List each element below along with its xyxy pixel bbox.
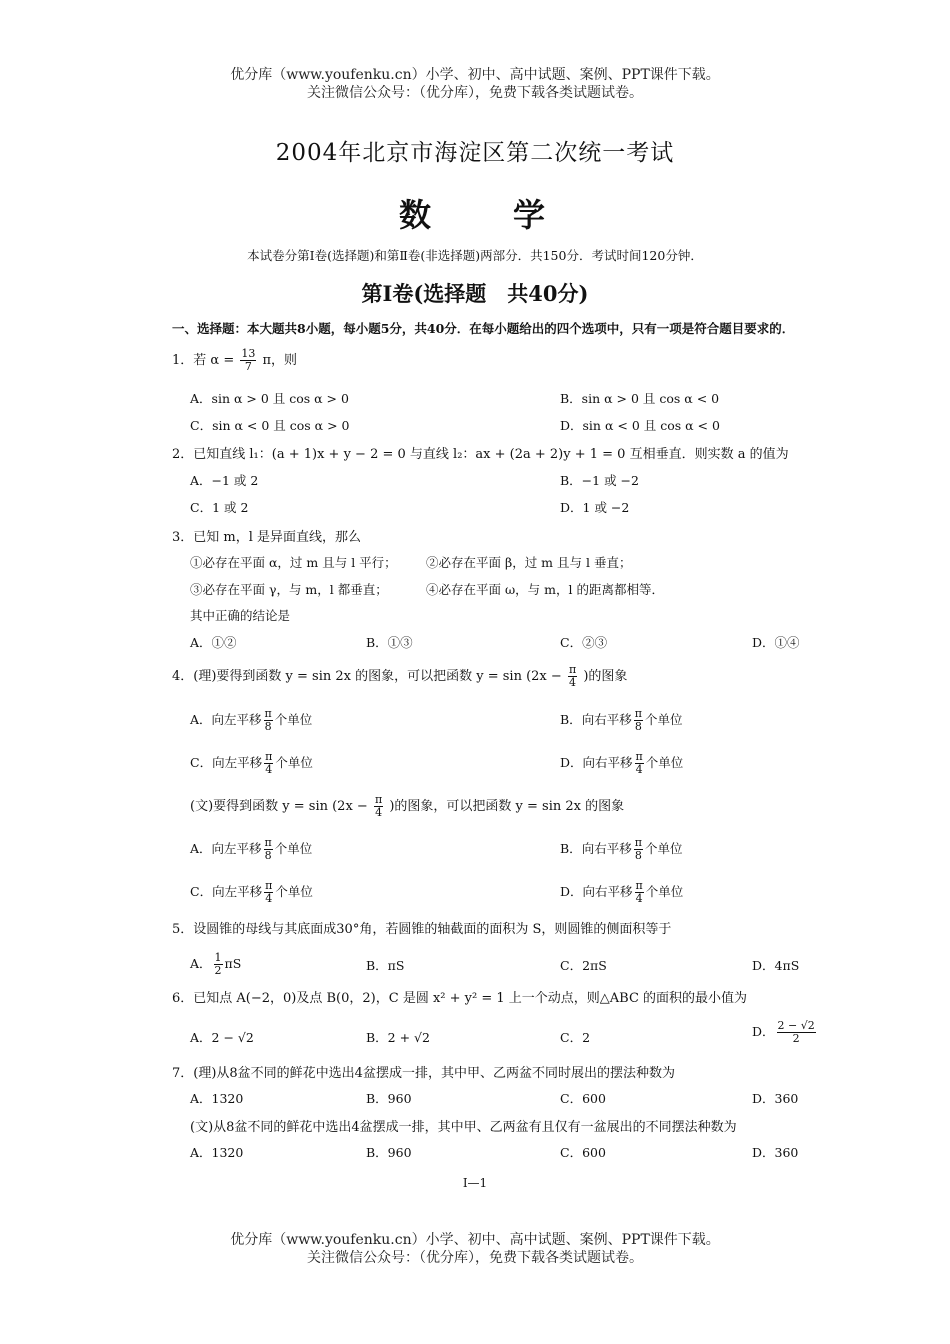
q7-wen-option-c: C．600: [560, 1145, 606, 1160]
q4-wen-option-a: [190, 837, 312, 862]
q1-option-d: D．sin α < 0 且 cos α < 0: [560, 418, 720, 433]
q7-li-option-a: A．1320: [190, 1091, 244, 1106]
q2-option-b: B．−1 或 −2: [560, 473, 639, 488]
q3-stem: 3．已知 m，l 是异面直线，那么: [172, 530, 362, 545]
frac-num: 2 − √2: [777, 1019, 815, 1032]
frac-num: π: [265, 879, 273, 892]
part-heading: 第Ⅰ卷(选择题 共40分): [361, 281, 589, 306]
q7-li-option-b: B．960: [366, 1091, 412, 1106]
q5-option-a: [190, 952, 241, 977]
option-letter: B．: [560, 841, 582, 856]
q3-statement-3: ③必存在平面 γ，与 m，l 都垂直；: [190, 582, 388, 597]
q6-option-c: C．2: [560, 1030, 591, 1045]
q5-stem: 5．设圆锥的母线与其底面成30°角，若圆锥的轴截面的面积为 S，则圆锥的侧面积等于: [172, 922, 672, 937]
option-letter: A．: [190, 841, 212, 856]
option-letter: C．: [190, 884, 213, 899]
q4-li-option-c: [190, 751, 313, 776]
option-direction: 向右平移: [582, 884, 633, 899]
q5-option-b: B．πS: [366, 958, 405, 973]
q3-conclusion: 其中正确的结论是: [190, 608, 291, 623]
option-letter: D．: [560, 755, 583, 770]
q4-wen-stem: [190, 794, 624, 819]
frac-den: 2: [214, 964, 222, 977]
frac-num: π: [635, 750, 643, 763]
q4-li-stem-a: 4．(理)要得到函数 y = sin 2x 的图象，可以把函数 y = sin (2x −: [172, 669, 562, 684]
q6-option-b: B．2 + √2: [366, 1030, 430, 1045]
q7-wen-option-b: B．960: [366, 1145, 412, 1160]
option-fraction: [634, 708, 643, 733]
q4-wen-option-d: [560, 880, 683, 905]
q1-option-a: A．sin α > 0 且 cos α > 0: [190, 391, 349, 406]
option-letter: A．: [190, 712, 212, 727]
option-letter: C．: [190, 755, 213, 770]
q6-stem: 6．已知点 A(−2，0)及点 B(0，2)，C 是圆 x² + y² = 1 上一个动点，则△ABC 的面积的最小值为: [172, 991, 748, 1006]
q3-statement-1: ①必存在平面 α，过 m 且与 l 平行；: [190, 555, 397, 570]
q4-wen-option-c: [190, 880, 313, 905]
option-unit: 个单位: [275, 755, 313, 770]
frac-den: 4: [569, 676, 577, 689]
frac-num: 1: [214, 951, 222, 964]
q3-statement-4: ④必存在平面 ω，与 m，l 的距离都相等．: [426, 582, 664, 597]
section-heading: 一、选择题：本大题共8小题，每小题5分，共40分．在每小题给出的四个选项中，只有一项是符合题目要求的．: [172, 321, 795, 336]
frac-den: 8: [264, 720, 272, 733]
page-number: Ⅰ—1: [462, 1176, 488, 1190]
q2-option-d: D．1 或 −2: [560, 500, 630, 515]
frac-den: 4: [265, 892, 273, 905]
option-direction: 向左平移: [212, 755, 263, 770]
option-letter: B．: [560, 712, 582, 727]
option-text: πS: [224, 956, 242, 971]
q4-li-option-b: [560, 708, 682, 733]
option-fraction: [777, 1020, 816, 1045]
option-direction: 向左平移: [211, 841, 262, 856]
frac-num: π: [634, 707, 642, 720]
frac-den: 4: [635, 892, 643, 905]
q4-wen-stem-b: )的图象，可以把函数 y = sin 2x 的图象: [389, 799, 625, 814]
subject-title: 数 学: [398, 196, 551, 234]
option-direction: 向右平移: [581, 712, 632, 727]
frac-num: π: [264, 707, 272, 720]
option-unit: 个单位: [645, 884, 684, 899]
q4-wen-stem-a: (文)要得到函数 y = sin (2x −: [190, 799, 368, 814]
frac-den: 8: [634, 849, 642, 862]
option-direction: 向右平移: [581, 841, 632, 856]
q3-option-a: A．①②: [190, 635, 237, 650]
q3-option-b: B．①③: [366, 635, 413, 650]
frac-num: π: [374, 793, 383, 806]
q4-li-stem: [172, 664, 627, 689]
q2-option-c: C．1 或 2: [190, 500, 249, 515]
banner-bottom-line2: 关注微信公众号：（优分库），免费下载各类试题试卷。: [307, 1250, 643, 1266]
q7-li-option-d: D．360: [752, 1091, 799, 1106]
option-unit: 个单位: [644, 841, 683, 856]
frac-num: π: [635, 879, 643, 892]
option-unit: 个单位: [275, 884, 313, 899]
banner-top-line1: 优分库（www.youfenku.cn）小学、初中、高中试题、案例、PPT课件下载。: [230, 67, 720, 83]
q5-option-c: C．2πS: [560, 958, 607, 973]
q1-fraction: [240, 348, 256, 373]
q4-wen-option-b: [560, 837, 682, 862]
option-unit: 个单位: [274, 712, 313, 727]
exam-title: 2004年北京市海淀区第二次统一考试: [275, 140, 675, 166]
frac-num: π: [265, 750, 273, 763]
exam-intro: 本试卷分第Ⅰ卷(选择题)和第Ⅱ卷(非选择题)两部分．共150分．考试时间120分钟．: [247, 248, 703, 263]
q1-frac-den: 7: [244, 360, 252, 373]
q7-wen-stem: (文)从8盆不同的鲜花中选出4盆摆成一排，其中甲、乙两盆有且仅有一盆展出的不同摆法种数为: [190, 1120, 737, 1135]
option-fraction: [264, 880, 273, 905]
q3-option-d: D．①④: [752, 635, 800, 650]
option-fraction: [264, 751, 273, 776]
banner-top-line2: 关注微信公众号：（优分库），免费下载各类试题试卷。: [307, 85, 643, 101]
option-direction: 向左平移: [211, 712, 262, 727]
option-unit: 个单位: [274, 841, 313, 856]
q6-option-a: A．2 − √2: [190, 1030, 254, 1045]
option-direction: 向左平移: [212, 884, 263, 899]
option-fraction: [264, 708, 273, 733]
q2-stem: 2．已知直线 l₁：(a + 1)x + y − 2 = 0 与直线 l₂：ax + (2a + 2)y + 1 = 0 互相垂直．则实数 a 的值为: [172, 447, 789, 462]
frac-num: π: [568, 663, 577, 676]
q1-stem-a: 1．若 α =: [172, 353, 235, 368]
frac-den: 4: [265, 763, 273, 776]
option-fraction: [264, 837, 273, 862]
q4-li-stem-b: )的图象: [583, 669, 628, 684]
frac-num: π: [264, 836, 272, 849]
q5-option-d: D．4πS: [752, 958, 800, 973]
q1-option-b: B．sin α > 0 且 cos α < 0: [560, 391, 720, 406]
option-fraction: [635, 880, 644, 905]
frac-den: 8: [264, 849, 272, 862]
q2-option-a: A．−1 或 2: [190, 473, 259, 488]
option-direction: 向右平移: [582, 755, 633, 770]
option-fraction: [634, 837, 643, 862]
option-fraction: [635, 751, 644, 776]
q7-li-option-c: C．600: [560, 1091, 606, 1106]
option-fraction: [214, 952, 223, 977]
option-unit: 个单位: [644, 712, 683, 727]
q7-wen-option-a: A．1320: [190, 1145, 244, 1160]
q4-wen-fraction: [374, 794, 383, 819]
q4-li-option-a: [190, 708, 312, 733]
q1-stem-b: π，则: [262, 353, 298, 368]
frac-den: 4: [375, 806, 383, 819]
q4-li-option-d: [560, 751, 683, 776]
option-unit: 个单位: [645, 755, 684, 770]
q7-li-stem: 7．(理)从8盆不同的鲜花中选出4盆摆成一排，其中甲、乙两盆不同时展出的摆法种数为: [172, 1066, 675, 1081]
option-letter: A．: [190, 956, 212, 971]
q1-option-c: C．sin α < 0 且 cos α > 0: [190, 418, 350, 433]
q7-wen-option-d: D．360: [752, 1145, 799, 1160]
q3-option-c: C．②③: [560, 635, 608, 650]
frac-den: 4: [635, 763, 643, 776]
q1-frac-num: 13: [241, 347, 256, 360]
q6-option-d: [752, 1020, 818, 1045]
option-letter: D．: [560, 884, 583, 899]
q1-stem: [172, 348, 297, 373]
banner-bottom-line1: 优分库（www.youfenku.cn）小学、初中、高中试题、案例、PPT课件下载。: [230, 1232, 720, 1248]
option-letter: D．: [752, 1024, 775, 1039]
q4-li-fraction: [568, 664, 577, 689]
frac-den: 8: [634, 720, 642, 733]
frac-den: 2: [792, 1032, 800, 1045]
frac-num: π: [634, 836, 642, 849]
q3-statement-2: ②必存在平面 β，过 m 且与 l 垂直；: [426, 555, 632, 570]
